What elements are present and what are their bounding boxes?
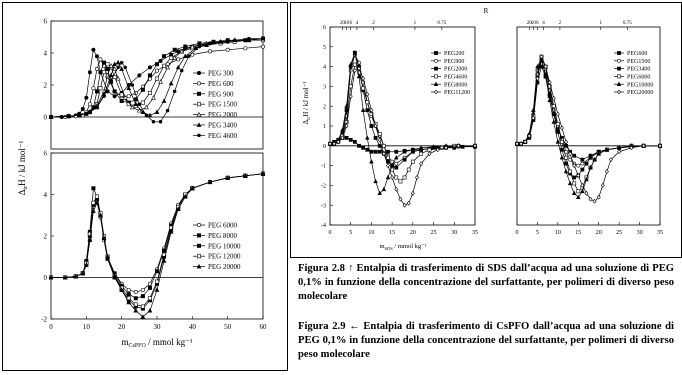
legend-marker [197,71,200,74]
legend-label: PEG 300 [208,69,234,78]
top-axis-tick-label: 20 [339,20,345,26]
data-point [127,288,130,291]
chart-cspfo_top [44,17,265,149]
series-line [51,174,263,307]
data-point [233,39,236,42]
data-point [552,105,555,108]
y-tick-label: 2 [323,104,326,111]
data-point [403,176,406,179]
data-point [378,150,381,153]
data-point [572,191,576,194]
data-point [261,45,264,48]
data-point [95,195,98,198]
data-point [569,170,572,173]
legend-label: PEG 3400 [208,121,237,130]
data-point [88,71,91,74]
data-point [99,87,102,90]
data-point [141,294,144,297]
y-axis-title: $\Delta_{tr}H$ / kJ mol⁻¹ [302,81,312,125]
data-point [353,63,356,66]
top-axis-tick-label: 4 [355,20,359,26]
data-point [74,115,77,118]
data-point [374,150,377,153]
data-point [581,158,584,161]
data-point [366,109,369,112]
x-tick-label: 20 [409,230,416,236]
x-tick-label: 15 [575,230,582,236]
chart-sds_left [321,20,478,236]
data-point [134,290,137,293]
data-point [564,170,568,173]
y-tick-label: 6 [43,17,47,26]
top-axis-tick-label: 1 [413,20,417,26]
top-axis-tick-label: 10 [530,20,536,26]
data-point [386,176,390,179]
data-point [577,190,580,193]
legend-marker [434,59,437,62]
data-point [67,115,70,118]
legend-marker [197,103,200,106]
data-point [110,79,113,82]
legend-marker [617,90,620,94]
x-tick-label: 50 [224,323,232,331]
data-point [601,183,604,187]
legend-label: PEG 2000 [208,111,237,120]
x-axis-title: $m_{CsPFO}$ / mmol kg⁻¹ [121,337,193,349]
data-point [560,126,563,130]
legend-marker [197,92,200,95]
legend-label: PEG 600 [208,79,234,88]
data-point [145,114,148,117]
sds-figure-panel [290,2,682,258]
data-point [152,96,156,100]
data-point [345,136,348,139]
data-point [407,201,410,205]
top-axis-tick-label: 20 [526,20,532,26]
data-point [95,90,98,93]
legend-marker [434,75,437,78]
cspfo-chart-svg [3,3,287,370]
data-point [99,71,102,74]
data-point [155,69,158,72]
x-tick-label: 30 [451,230,458,236]
legend-label: PEG4600 [444,74,468,81]
data-point [109,73,113,77]
data-point [120,61,123,64]
data-point [564,156,567,159]
data-point [141,101,144,104]
data-point [415,176,418,180]
data-point [581,168,584,171]
data-point [581,189,585,192]
data-point [95,106,98,109]
data-point [102,61,105,64]
data-point [386,156,389,159]
data-point [162,64,165,67]
data-point [219,40,222,43]
cspfo-figure-panel [2,2,288,371]
data-point [391,176,394,180]
data-point [395,150,398,153]
legend [431,51,470,96]
data-point [382,187,386,190]
legend-label: PEG 12000 [208,252,241,261]
y-axis-title: $\Delta_{tr}H$ / kJ mol⁻¹ [17,140,29,196]
top-axis-tick-label: 0.75 [622,20,632,26]
data-point [247,37,250,40]
data-point [85,96,88,99]
data-point [124,66,127,69]
data-point [92,48,95,51]
data-point [395,187,398,191]
data-point [386,164,389,168]
data-point [420,152,423,155]
y-tick-label: 2 [43,232,47,241]
data-point [166,109,169,112]
legend-marker [434,67,437,70]
data-point [63,115,66,118]
data-point [120,93,123,96]
legend-marker [617,75,620,78]
x-tick-label: 15 [389,230,396,236]
legend-marker [434,90,437,94]
data-point [127,297,130,300]
data-point [183,54,187,58]
data-point [428,148,431,151]
y-tick-label: 4 [43,49,47,58]
legend-marker [197,255,200,258]
legend-label: PEG20000 [627,90,654,97]
data-point [120,99,123,102]
data-point [370,160,374,163]
data-point [162,99,166,103]
data-point [395,166,398,169]
data-point [155,288,159,292]
data-point [560,148,563,151]
data-point [395,176,398,179]
x-tick-label: 60 [259,323,267,331]
data-point [95,55,98,58]
data-point [198,45,201,48]
data-point [556,122,559,125]
data-point [155,280,158,283]
data-point [95,67,98,70]
data-point [366,148,369,151]
data-point [569,158,572,161]
data-point [99,58,102,61]
chart-sds_right [515,20,663,236]
data-point [177,58,180,61]
data-point [407,168,410,171]
y-tick-label: -2 [321,183,326,190]
data-point [106,63,109,66]
legend-label: PEG6000 [627,74,651,81]
series-line [330,66,475,206]
legend-label: PEG 6000 [208,221,237,230]
x-tick-label: 25 [616,230,623,236]
legend-marker [197,234,200,237]
legend-label: PEG1500 [627,58,651,65]
figure-caption-cspfo: Figura 2.9 ← Entalpia di trasferimento di CsPFO dall’acqua ad una soluzione di PEG 0,1% in funzione della concentrazione del surfattante, per polimeri di diverso peso molecolare [298,321,674,360]
data-point [148,309,152,313]
data-point [353,140,356,143]
data-point [169,53,172,56]
data-point [585,162,588,165]
x-tick-label: 35 [472,230,478,236]
data-point [138,74,141,77]
figure-caption-sds: Figura 2.8 ↑ Entalpia di trasferimento di SDS dall’acqua ad una soluzione di PEG 0,1% in funzione della concentrazione del surfattante, per polimeri di diverso peso molecolare [298,263,674,302]
legend-label: PEG8000 [444,82,468,89]
data-point [148,74,151,77]
legend-label: PEG 20000 [208,263,241,272]
data-point [88,103,91,106]
data-point [155,270,158,273]
legend-label: PEG3400 [627,66,651,73]
data-point [556,140,560,143]
y-tick-label: -3 [321,203,326,210]
legend-label: PEG600 [627,51,648,58]
legend-marker [617,51,620,54]
top-axis-tick-label: 10 [344,20,350,26]
data-point [226,48,229,51]
data-point [113,90,116,93]
y-tick-label: -4 [321,223,326,230]
data-point [159,120,162,123]
legend-marker [434,51,437,54]
data-point [581,162,584,165]
data-point [357,144,360,147]
x-tick-label: 30 [636,230,643,236]
data-point [556,112,559,116]
legend-label: PEG11200 [444,90,471,97]
x-tick-label: 5 [535,230,539,236]
y-tick-label: -1 [321,163,326,170]
data-point [209,42,212,45]
data-point [117,66,120,69]
legend-marker [617,59,620,62]
x-tick-label: 0 [328,230,332,236]
data-point [148,91,151,94]
data-point [180,69,183,72]
data-point [399,180,402,183]
data-point [605,170,608,174]
data-point [92,201,95,204]
x-tick-label: 35 [657,230,663,236]
data-point [361,108,365,111]
data-point [560,140,563,143]
data-point [116,77,120,81]
data-point [395,162,398,165]
y-tick-label: 5 [323,44,326,51]
x-tick-label: 40 [188,323,196,331]
data-point [568,182,572,185]
data-point [184,45,187,48]
y-tick-label: 2 [43,81,47,90]
data-point [88,111,91,114]
data-point [556,130,559,133]
top-axis-tick-label: 2 [558,20,562,26]
data-point [403,158,406,161]
legend-label: PEG 8000 [208,231,237,240]
y-tick-label: 4 [323,64,326,71]
data-point [92,187,95,190]
legend-label: PEG 900 [208,90,234,99]
data-point [208,50,211,53]
data-point [127,292,130,295]
panel-letter: R [483,7,489,15]
data-point [362,146,365,149]
data-point [262,37,265,40]
y-tick-label: 0 [323,143,326,150]
y-tick-label: 0 [43,273,47,282]
legend-marker [197,82,200,85]
data-point [148,297,151,300]
x-tick-label: 25 [430,230,437,236]
data-point [169,56,172,59]
legend-label: PEG2000 [444,66,468,73]
y-tick-label: 3 [323,84,326,91]
top-axis-tick-label: 4 [542,20,545,26]
data-point [78,114,81,117]
legend-label: PEG200 [444,51,465,58]
data-point [155,77,158,80]
data-point [560,156,564,159]
data-point [120,67,124,71]
top-axis-tick-label: 2 [372,20,375,26]
x-tick-label: 20 [118,323,126,331]
data-point [106,67,109,70]
x-tick-label: 10 [554,230,561,236]
data-point [134,303,137,306]
data-point [573,154,576,157]
data-point [362,87,365,90]
sds-chart-svg [291,3,681,257]
legend-label: PEG 4600 [208,131,237,140]
legend-label: PEG 1500 [208,100,237,109]
data-point [349,138,352,141]
data-point [573,182,576,185]
chart-cspfo_bottom [41,149,267,331]
legend [614,51,653,96]
data-point [589,156,592,159]
data-point [169,81,173,85]
legend-label: PEG10000 [627,82,654,89]
legend-marker [197,223,200,226]
legend-label: PEG 10000 [208,242,241,251]
x-tick-label: 30 [153,323,161,331]
top-axis-tick-label: 0.75 [437,20,447,26]
y-tick-label: 1 [323,124,326,131]
data-point [173,48,176,51]
top-axis-tick-label: 6 [536,20,539,26]
data-point [134,297,137,300]
y-tick-label: 4 [43,190,47,199]
data-point [370,150,373,153]
data-point [113,95,116,98]
data-point [131,84,134,87]
x-tick-label: 5 [349,230,353,236]
data-point [366,101,369,104]
data-point [138,103,141,106]
data-point [127,95,130,98]
x-tick-label: 0 [515,230,519,236]
y-tick-label: -2 [41,315,47,324]
data-point [141,288,144,291]
legend [193,69,237,139]
legend [193,221,241,271]
data-point [374,136,377,139]
series-peg4600 [328,63,476,183]
x-tick-label: 0 [49,323,53,331]
x-tick-label: 10 [82,323,90,331]
data-point [81,107,84,110]
y-tick-label: 6 [43,149,47,158]
legend-marker [198,134,201,137]
data-point [374,180,378,183]
x-tick-label: 10 [368,230,375,236]
data-point [50,116,53,119]
data-point [345,120,348,123]
y-tick-label: 0 [43,113,47,122]
data-point [577,164,580,167]
top-axis-tick-label: 1 [599,20,603,26]
top-axis-tick-label: 6 [349,20,352,26]
data-point [370,124,373,127]
data-point [244,47,247,50]
x-tick-label: 20 [595,230,602,236]
data-point [162,55,165,58]
data-point [411,191,414,195]
data-point [92,209,96,213]
data-point [103,95,106,98]
data-point [159,80,163,84]
data-point [102,71,105,74]
y-tick-label: 6 [323,25,326,32]
data-point [92,87,95,90]
legend-label: PEG900 [444,58,465,65]
data-point [173,90,176,93]
legend-marker [197,244,200,247]
x-axis-title: $m_{SDS}$ / mmol kg⁻¹ [379,243,427,251]
data-point [395,156,399,159]
legend-marker [617,67,620,70]
data-point [366,136,370,139]
data-point [573,176,576,179]
data-point [148,286,151,289]
data-point [382,144,385,147]
data-point [141,305,144,308]
data-point [148,66,151,69]
data-point [141,88,144,91]
data-point [152,120,155,123]
data-point [116,61,120,65]
data-point [155,63,158,66]
data-point [187,55,190,58]
data-point [411,160,414,163]
